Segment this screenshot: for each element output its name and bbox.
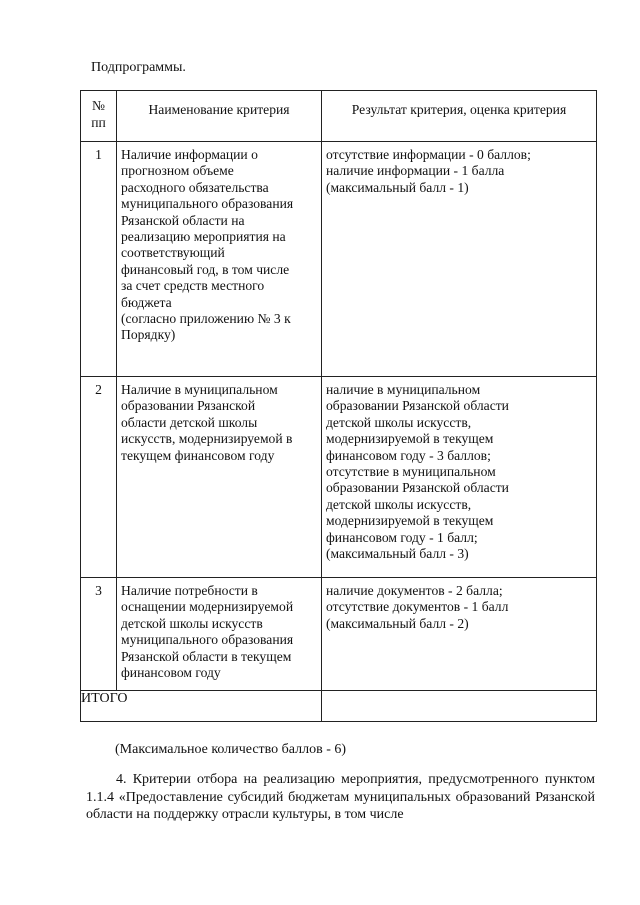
criterion-name: Наличие в муниципальном образовании Рязанской области детской школы искусств, модернизируемой в текущем финансовом году [121, 382, 293, 463]
intro-text: Подпрограммы. [91, 60, 186, 75]
criterion-name: Наличие потребности в оснащении модернизируемой детской школы искусств муниципального образования Рязанской области в текущем финансовом году [121, 583, 294, 681]
row-number: 2 [95, 382, 102, 397]
criterion-name: Наличие информации о прогнозном объеме расходного обязательства муниципального образования Рязанской области на реализацию мероприятия на соответствующий финансовый год, в том числе за счет средств местного бюджета (согласно приложению № 3 к Порядку) [121, 147, 294, 343]
criterion-result-cell [322, 377, 597, 578]
row-number-cell [81, 578, 117, 691]
criterion-result: отсутствие информации - 0 баллов; наличие информации - 1 балла (максимальный балл - 1) [326, 147, 531, 195]
table-row [81, 142, 597, 377]
row-number-cell [81, 377, 117, 578]
header-criterion-result: Результат критерия, оценка критерия [322, 91, 597, 142]
criterion-result-cell [322, 142, 597, 377]
criteria-paragraph: 4. Критерии отбора на реализацию мероприятия, предусмотренного пунктом 1.1.4 «Предоставление субсидий бюджетам муниципальных образований Рязанской области на поддержку отрасли культуры, в том числе [86, 772, 595, 822]
row-number: 1 [95, 147, 102, 162]
row-number: 3 [95, 583, 102, 598]
max-score-note: (Максимальное количество баллов - 6) [115, 742, 347, 757]
criteria-table [80, 90, 597, 722]
total-value [322, 691, 597, 722]
table-row [81, 377, 597, 578]
header-number: № пп [81, 91, 117, 142]
row-number-cell [81, 142, 117, 377]
table-row [81, 578, 597, 691]
criterion-name-cell [117, 142, 322, 377]
criterion-result: наличие документов - 2 балла; отсутствие документов - 1 балл (максимальный балл - 2) [326, 583, 509, 631]
criterion-name-cell [117, 377, 322, 578]
header-criterion-name: Наименование критерия [117, 91, 322, 142]
table-header-row [81, 91, 597, 142]
criterion-result-cell [322, 578, 597, 691]
criterion-name-cell [117, 578, 322, 691]
total-label: ИТОГО [81, 691, 322, 722]
total-row [81, 691, 597, 722]
criterion-result: наличие в муниципальном образовании Рязанской области детской школы искусств, модернизируемой в текущем финансовом году - 3 баллов; отсутствие в муниципальном образовании Рязанской области детской школы искусств, модернизируемой в текущем финансовом году - 1 балл; (максимальный балл - 3) [326, 382, 509, 562]
